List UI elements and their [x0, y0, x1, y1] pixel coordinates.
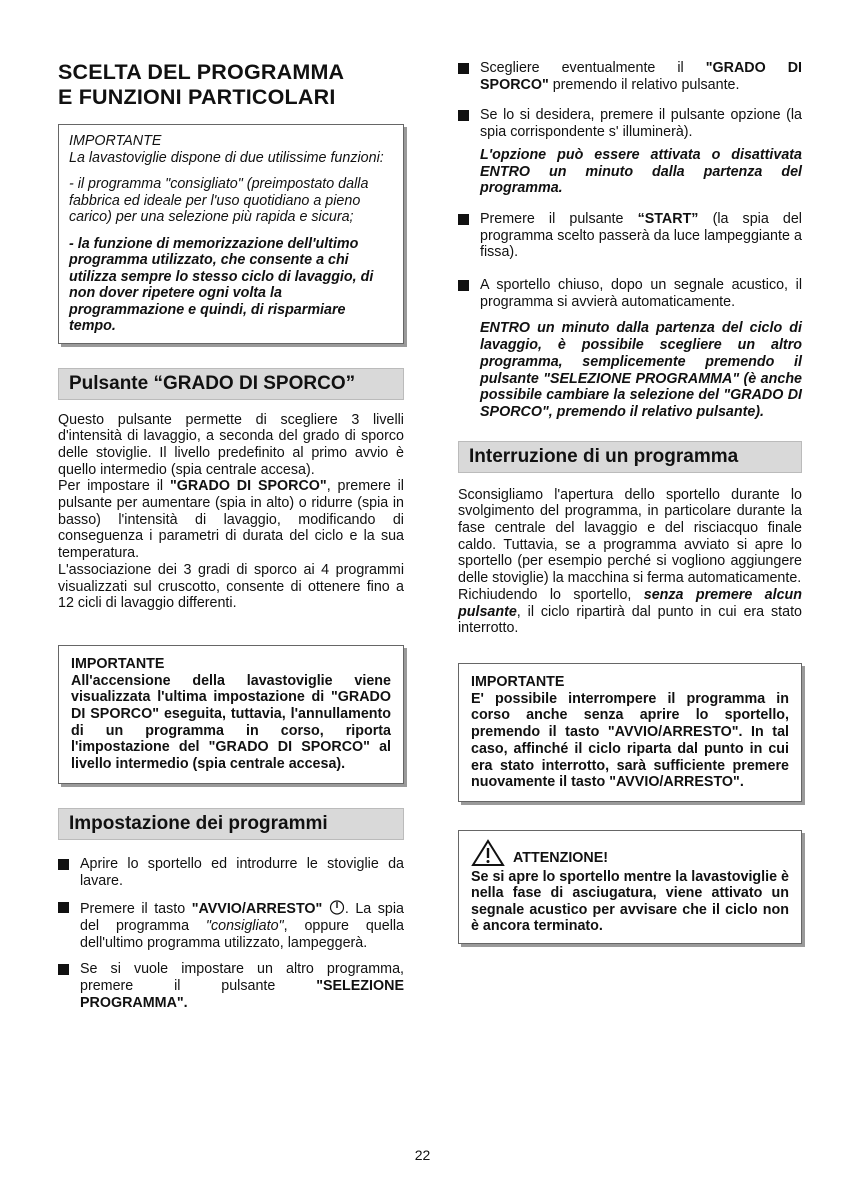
program-setting-list — [58, 856, 404, 1012]
interruption-paragraph-2 — [458, 587, 802, 637]
page-title — [58, 60, 404, 110]
p2-part-c: , premere il pulsante per aumentare (spia in alto) o ridurre (spia in basso) l'intensità di lavaggio, modificando di conseguenza i parametri di durata del ciclo e la sua temperatura. — [58, 478, 404, 562]
dirt-level-text — [58, 412, 404, 612]
important-item-1: - il programma "consigliato" (preimpostato dalla fabbrica ed ideale per l'uso quotidiano a pieno carico) per una selezione più rapida e sicura; — [69, 176, 369, 225]
section-title-program-setting: Impostazione dei programmi — [58, 808, 404, 840]
option-note: L'opzione può essere attivata o disattivata ENTRO un minuto dalla partenza del programma. — [480, 146, 802, 197]
list-item — [458, 60, 802, 93]
p2-part-a: Per impostare il — [58, 478, 170, 495]
reselect-note: ENTRO un minuto dalla partenza del ciclo di lavaggio, è possibile scegliere un altro programma, semplicemente premendo il pulsante "SELEZIONE PROGRAMMA" (è anche possibile cambiare la selezione del "GRADO DI SPORCO", premendo il relativo pulsante). — [480, 320, 802, 420]
important-item-2: - la funzione di memorizzazione dell'ultimo programma utilizzato, che consente a chi utilizza sempre lo stesso ciclo di lavaggio, di non dover ripetere ogni volta la programmazione e quindi, di risparmiare tempo. — [69, 235, 374, 334]
interruption-text — [458, 487, 802, 637]
important2-text: All'accensione della lavastoviglie viene visualizzata l'ultima impostazione di "GRADO DI SPORCO" eseguita, tuttavia, l'annullamento di un programma in corso, riporta l'impostazione del "GRADO DI SPORCO" al livello intermedio (spia centrale accesa). — [71, 672, 391, 773]
list-item — [58, 856, 404, 889]
bullet-text-c: premendo il relativo pulsante. — [548, 76, 740, 93]
important-heading: IMPORTANTE — [69, 133, 162, 149]
important3-text: E' possibile interrompere il programma in corso anche senza aprire lo sportello, premendo il tasto "AVVIO/ARRESTO". In tal caso, affinché il ciclo riparta dal punto in cui era stato interrotto, sarà sufficiente premere nuovamente il tasto "AVVIO/ARRESTO". — [471, 690, 789, 791]
important3-heading: IMPORTANTE — [471, 673, 565, 690]
p2-part-c: , il ciclo ripartirà dal punto in cui era stato interrotto. — [458, 603, 802, 637]
warning-heading: ATTENZIONE! — [513, 850, 609, 867]
bullet-text-e: , oppure quella dell'ultimo programma utilizzato, lampeggerà. — [80, 917, 404, 951]
important-box-functions — [58, 124, 404, 344]
bullet-square-icon — [458, 110, 469, 121]
bullet-text: Se lo si desidera, premere il pulsante opzione (la spia corrispondente s' illuminerà). — [480, 107, 802, 141]
bullet-text-a: Premere il tasto — [80, 901, 192, 918]
left-column — [58, 60, 404, 1021]
bullet-text: Aprire lo sportello ed introdurre le stoviglie da lavare. — [80, 855, 404, 889]
bullet-text-b: "AVVIO/ARRESTO" — [191, 901, 323, 918]
dirt-level-paragraph-2 — [58, 478, 404, 562]
bullet-text-c: . La spia del programma — [80, 901, 404, 934]
procedure-list — [458, 60, 802, 421]
list-item — [458, 107, 802, 197]
page-number: 22 — [414, 1147, 431, 1163]
dirt-level-paragraph-3: L'associazione dei 3 gradi di sporco ai 4 programmi visualizzati sul cruscotto, consente di ottenere fino a 12 cicli di lavaggio differenti. — [58, 561, 404, 612]
title-line-1: SCELTA DEL PROGRAMMA — [58, 60, 345, 84]
bullet-square-icon — [58, 859, 69, 870]
important-box-dirt-level — [58, 645, 404, 784]
right-column — [458, 60, 802, 944]
list-item — [458, 277, 802, 421]
bullet-text-d: "consigliato" — [205, 917, 284, 934]
important-box-interruption — [458, 663, 802, 802]
list-item — [58, 899, 404, 951]
dirt-level-paragraph-1: Questo pulsante permette di scegliere 3 livelli d'intensità di lavaggio, a seconda del grado di sporco delle stoviglie. Il livello predefinito al primo avvio è quello intermedio (spia centrale accesa). — [58, 411, 404, 478]
p2-part-a: Richiudendo lo sportello, — [458, 586, 644, 603]
important-intro: La lavastoviglie dispone di due utilissime funzioni: — [69, 149, 384, 166]
warning-box — [458, 830, 802, 944]
list-item — [458, 211, 802, 261]
bullet-text-b: “START” — [637, 210, 699, 227]
important2-heading: IMPORTANTE — [71, 655, 165, 672]
bullet-square-icon — [58, 902, 69, 913]
bullet-text-a: Se si vuole impostare un altro programma, premere il pulsante — [80, 961, 404, 995]
bullet-text-a: Premere il pulsante — [480, 210, 638, 227]
warning-triangle-icon — [471, 839, 505, 867]
bullet-square-icon — [458, 63, 469, 74]
power-icon — [329, 899, 345, 915]
bullet-text-b: "SELEZIONE PROGRAMMA". — [80, 978, 404, 1011]
bullet-square-icon — [58, 964, 69, 975]
bullet-text: A sportello chiuso, dopo un segnale acustico, il programma si avvierà automaticamente. — [480, 277, 802, 310]
interruption-paragraph-1: Sconsigliamo l'apertura dello sportello durante lo svolgimento del programma, in particolare durante la fase centrale del lavaggio e del risciacquo finale caldo. Tuttavia, se a programma avviato si apre lo sportello (per esempio perché si vogliono aggiungere delle stoviglie) la macchina si ferma automaticamente. — [458, 486, 802, 587]
p2-part-b: "GRADO DI SPORCO" — [169, 478, 327, 495]
bullet-text-a: Scegliere eventualmente il — [480, 60, 706, 76]
bullet-text-b: "GRADO DI SPORCO" — [480, 60, 802, 93]
list-item — [58, 961, 404, 1011]
p2-part-b: senza premere alcun pulsante — [458, 586, 802, 620]
bullet-text-c: (la spia del programma scelto passerà da luce lampeggiante a fissa). — [480, 210, 802, 261]
title-line-2: E FUNZIONI PARTICOLARI — [58, 85, 336, 109]
warning-text: Se si apre lo sportello mentre la lavastoviglie è nella fase di asciugatura, viene attivato un segnale acustico per avvisare che il ciclo non è ancora terminato. — [471, 868, 789, 935]
bullet-square-icon — [458, 280, 469, 291]
bullet-square-icon — [458, 214, 469, 225]
section-title-dirt-level: Pulsante “GRADO DI SPORCO” — [58, 368, 404, 400]
section-title-interruption: Interruzione di un programma — [458, 441, 802, 473]
warning-title — [471, 839, 789, 867]
